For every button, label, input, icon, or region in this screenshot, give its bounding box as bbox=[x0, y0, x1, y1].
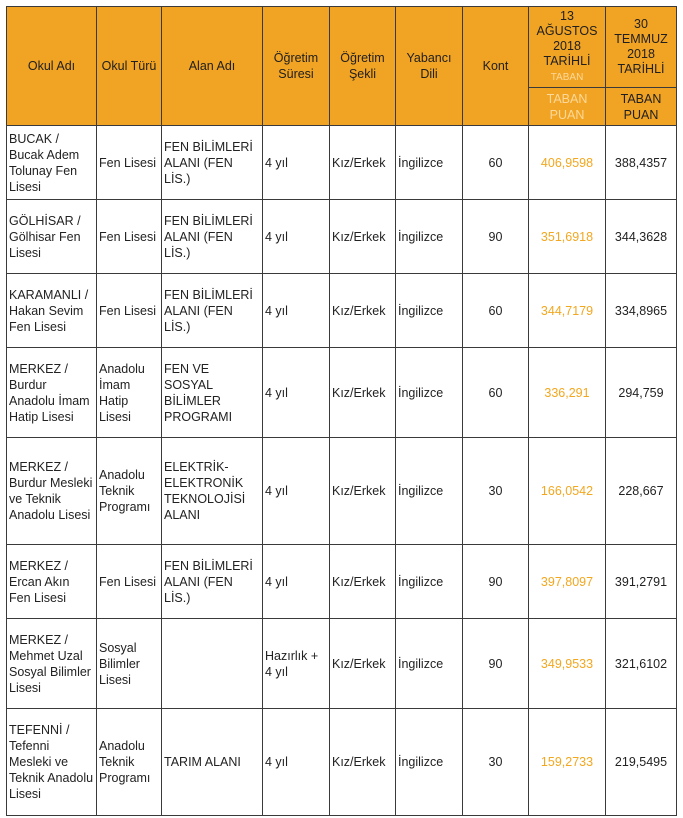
header-sub1-puan: PUAN bbox=[549, 107, 585, 122]
cell-ogretim-sekli: Kız/Erkek bbox=[330, 709, 396, 816]
cell-taban-puan-2018-jul: 228,667 bbox=[606, 438, 677, 545]
cell-taban-puan-2018-jul: 219,5495 bbox=[606, 709, 677, 816]
header-kont: Kont bbox=[463, 7, 529, 126]
cell-alan-adi bbox=[162, 619, 263, 709]
cell-okul-turu: Fen Lisesi bbox=[97, 126, 162, 200]
taban-puan-table bbox=[6, 6, 677, 816]
header-sub1-taban: TABAN bbox=[546, 91, 588, 106]
cell-yabanci-dili: İngilizce bbox=[396, 709, 463, 816]
header-taban-puan-1 bbox=[529, 88, 606, 126]
cell-okul-adi: MERKEZ / Mehmet Uzal Sosyal Bilimler Lisesi bbox=[7, 619, 97, 709]
cell-okul-adi: KARAMANLI / Hakan Sevim Fen Lisesi bbox=[7, 274, 97, 348]
cell-alan-adi: FEN BİLİMLERİ ALANI (FEN LİS.) bbox=[162, 545, 263, 619]
table-body bbox=[7, 126, 677, 816]
cell-okul-turu: Fen Lisesi bbox=[97, 200, 162, 274]
header-date1-tarihli: TARİHLİ bbox=[543, 54, 591, 68]
cell-okul-adi: TEFENNİ / Tefenni Mesleki ve Teknik Anadolu Lisesi bbox=[7, 709, 97, 816]
cell-ogretim-sekli: Kız/Erkek bbox=[330, 200, 396, 274]
cell-taban-puan-2018-aug: 166,0542 bbox=[529, 438, 606, 545]
cell-taban-puan-2018-jul: 334,8965 bbox=[606, 274, 677, 348]
header-date1-year: 2018 bbox=[553, 39, 581, 53]
cell-okul-turu: Anadolu Teknik Programı bbox=[97, 438, 162, 545]
table-row bbox=[7, 438, 677, 545]
cell-kont: 90 bbox=[463, 619, 529, 709]
cell-yabanci-dili: İngilizce bbox=[396, 126, 463, 200]
cell-kont: 60 bbox=[463, 274, 529, 348]
cell-okul-turu: Sosyal Bilimler Lisesi bbox=[97, 619, 162, 709]
cell-okul-adi: MERKEZ / Ercan Akın Fen Lisesi bbox=[7, 545, 97, 619]
header-date1-day: 13 bbox=[560, 9, 574, 23]
cell-ogretim-suresi: 4 yıl bbox=[263, 545, 330, 619]
cell-yabanci-dili: İngilizce bbox=[396, 200, 463, 274]
cell-taban-puan-2018-jul: 388,4357 bbox=[606, 126, 677, 200]
header-date2-tarihli: TARİHLİ bbox=[617, 62, 665, 76]
header-ogretim-suresi: Öğretim Süresi bbox=[263, 7, 330, 126]
header-yabanci-dili: Yabancı Dili bbox=[396, 7, 463, 126]
cell-yabanci-dili: İngilizce bbox=[396, 348, 463, 438]
header-date2-month: TEMMUZ bbox=[614, 32, 668, 46]
cell-yabanci-dili: İngilizce bbox=[396, 274, 463, 348]
cell-kont: 90 bbox=[463, 200, 529, 274]
cell-ogretim-suresi: 4 yıl bbox=[263, 274, 330, 348]
cell-ogretim-suresi: Hazırlık + 4 yıl bbox=[263, 619, 330, 709]
table-row bbox=[7, 619, 677, 709]
cell-kont: 60 bbox=[463, 348, 529, 438]
cell-alan-adi: TARIM ALANI bbox=[162, 709, 263, 816]
cell-okul-adi: GÖLHİSAR / Gölhisar Fen Lisesi bbox=[7, 200, 97, 274]
cell-kont: 30 bbox=[463, 438, 529, 545]
cell-alan-adi: FEN VE SOSYAL BİLİMLER PROGRAMI bbox=[162, 348, 263, 438]
header-date2-year: 2018 bbox=[627, 47, 655, 61]
cell-ogretim-suresi: 4 yıl bbox=[263, 438, 330, 545]
header-date1-ghost: TABAN bbox=[550, 72, 584, 83]
cell-taban-puan-2018-aug: 351,6918 bbox=[529, 200, 606, 274]
cell-ogretim-sekli: Kız/Erkek bbox=[330, 126, 396, 200]
cell-okul-turu: Fen Lisesi bbox=[97, 274, 162, 348]
cell-ogretim-sekli: Kız/Erkek bbox=[330, 348, 396, 438]
cell-ogretim-sekli: Kız/Erkek bbox=[330, 545, 396, 619]
cell-taban-puan-2018-aug: 344,7179 bbox=[529, 274, 606, 348]
cell-ogretim-sekli: Kız/Erkek bbox=[330, 274, 396, 348]
cell-alan-adi: FEN BİLİMLERİ ALANI (FEN LİS.) bbox=[162, 200, 263, 274]
cell-okul-adi: MERKEZ / Burdur Anadolu İmam Hatip Lisesi bbox=[7, 348, 97, 438]
table-row bbox=[7, 274, 677, 348]
cell-okul-turu: Anadolu Teknik Programı bbox=[97, 709, 162, 816]
cell-kont: 90 bbox=[463, 545, 529, 619]
cell-kont: 60 bbox=[463, 126, 529, 200]
header-date-2018-aug bbox=[529, 7, 606, 88]
header-date1-month: AĞUSTOS bbox=[536, 24, 598, 38]
table-row bbox=[7, 200, 677, 274]
header-okul-adi: Okul Adı bbox=[7, 7, 97, 126]
cell-taban-puan-2018-aug: 349,9533 bbox=[529, 619, 606, 709]
header-okul-turu: Okul Türü bbox=[97, 7, 162, 126]
cell-yabanci-dili: İngilizce bbox=[396, 545, 463, 619]
cell-ogretim-suresi: 4 yıl bbox=[263, 126, 330, 200]
cell-okul-turu: Anadolu İmam Hatip Lisesi bbox=[97, 348, 162, 438]
cell-ogretim-suresi: 4 yıl bbox=[263, 200, 330, 274]
cell-kont: 30 bbox=[463, 709, 529, 816]
cell-okul-turu: Fen Lisesi bbox=[97, 545, 162, 619]
table-row bbox=[7, 126, 677, 200]
cell-yabanci-dili: İngilizce bbox=[396, 619, 463, 709]
cell-ogretim-suresi: 4 yıl bbox=[263, 348, 330, 438]
header-ogretim-sekli: Öğretim Şekli bbox=[330, 7, 396, 126]
cell-taban-puan-2018-jul: 391,2791 bbox=[606, 545, 677, 619]
cell-okul-adi: MERKEZ / Burdur Mesleki ve Teknik Anadolu Lisesi bbox=[7, 438, 97, 545]
header-date-2018-jul bbox=[606, 7, 677, 88]
cell-alan-adi: FEN BİLİMLERİ ALANI (FEN LİS.) bbox=[162, 274, 263, 348]
header-sub2-puan: PUAN bbox=[623, 107, 659, 122]
cell-taban-puan-2018-jul: 294,759 bbox=[606, 348, 677, 438]
table-row bbox=[7, 545, 677, 619]
cell-taban-puan-2018-aug: 159,2733 bbox=[529, 709, 606, 816]
cell-taban-puan-2018-jul: 321,6102 bbox=[606, 619, 677, 709]
table-row bbox=[7, 348, 677, 438]
header-sub2-taban: TABAN bbox=[620, 91, 662, 106]
cell-alan-adi: ELEKTRİK-ELEKTRONİK TEKNOLOJİSİ ALANI bbox=[162, 438, 263, 545]
cell-taban-puan-2018-jul: 344,3628 bbox=[606, 200, 677, 274]
cell-okul-adi: BUCAK / Bucak Adem Tolunay Fen Lisesi bbox=[7, 126, 97, 200]
cell-ogretim-suresi: 4 yıl bbox=[263, 709, 330, 816]
cell-ogretim-sekli: Kız/Erkek bbox=[330, 619, 396, 709]
table-row bbox=[7, 709, 677, 816]
cell-taban-puan-2018-aug: 397,8097 bbox=[529, 545, 606, 619]
cell-ogretim-sekli: Kız/Erkek bbox=[330, 438, 396, 545]
cell-yabanci-dili: İngilizce bbox=[396, 438, 463, 545]
header-date2-day: 30 bbox=[634, 17, 648, 31]
header-alan-adi: Alan Adı bbox=[162, 7, 263, 126]
cell-taban-puan-2018-aug: 406,9598 bbox=[529, 126, 606, 200]
cell-taban-puan-2018-aug: 336,291 bbox=[529, 348, 606, 438]
cell-alan-adi: FEN BİLİMLERİ ALANI (FEN LİS.) bbox=[162, 126, 263, 200]
header-taban-puan-2 bbox=[606, 88, 677, 126]
